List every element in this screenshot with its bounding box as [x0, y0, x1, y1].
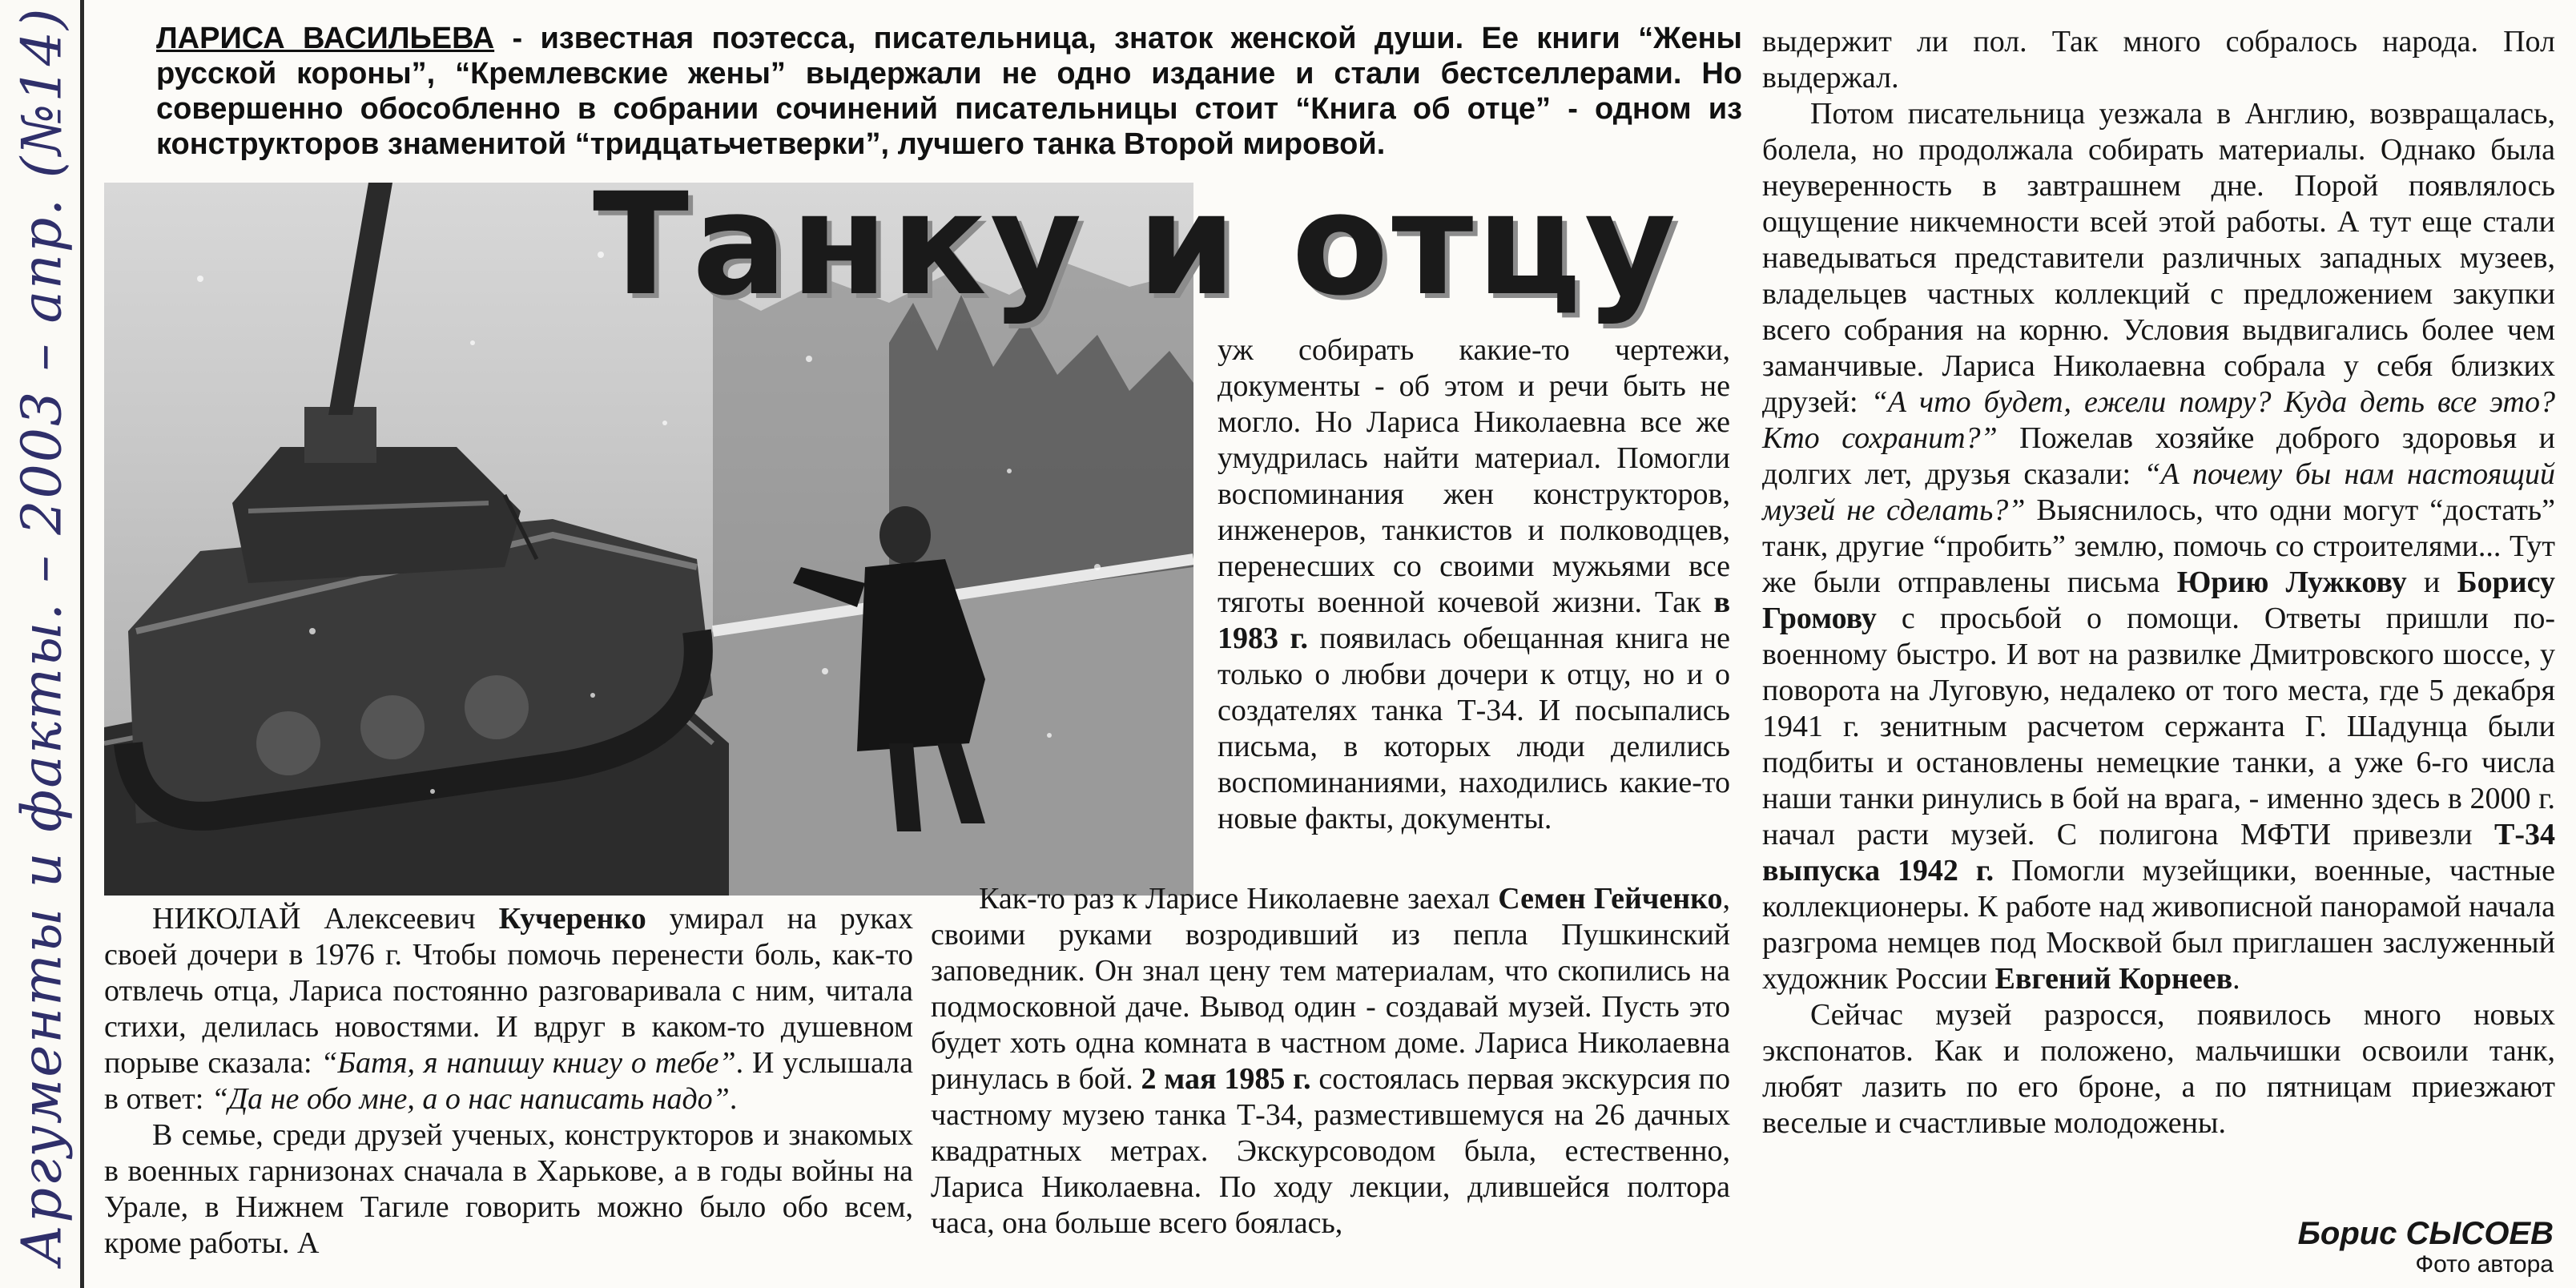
lead-paragraph	[156, 21, 1742, 162]
italic-quote: “А что будет, ежели помру? Куда деть все это? Кто сохранит?”	[1762, 385, 2555, 455]
text-run: состоялась первая экскурсия по частному музею танка Т-34, разместившемуся на 26 дачных квадратных метрах. Экскурсоводом была, естественно, Лариса Николаевна. По ходу лекции, длившейся полтора часа, она больше всего боялась,	[931, 1062, 1731, 1240]
bold-date: в 1983 г.	[1218, 586, 1730, 655]
italic-quote: “Да не обо мне, а о нас написать надо”	[211, 1082, 730, 1116]
paragraph	[931, 881, 1730, 1242]
bold-name: Кучеренко	[498, 902, 646, 936]
text-run: Как-то раз к Ларисе Николаевне заехал	[979, 882, 1499, 916]
bold-date: 2 мая 1985 г.	[1141, 1062, 1311, 1096]
bold-name: Евгений Корнеев	[1994, 962, 2233, 996]
paragraph	[1218, 332, 1730, 837]
paragraph	[1762, 96, 2555, 997]
column-middle	[931, 881, 1730, 1242]
bold-name: Юрию Лужкову	[2176, 566, 2407, 599]
text-run: появилась обещанная книга не только о любви дочери к отцу, но и о создателях танка Т-34. И посыпались письма, в которых люди делились воспоминаниями, находились какие-то новые факты, документы.	[1218, 622, 1730, 835]
text-run: Помогли музейщики, военные, частные коллекционеры. К работе над живописной панорамой начала разгрома немцев под Москвой был приглашен заслуженный художник России	[1762, 854, 2555, 996]
handwritten-margin-note	[0, 0, 84, 1288]
byline	[2298, 1216, 2554, 1278]
paragraph: Сейчас музей разросся, появилось много новых экспонатов. Как и положено, мальчишки освоили танк, любят лазить по его броне, а по пятницам приезжают веселые и счастливые молодожены.	[1762, 998, 2555, 1140]
bold-name: Борису Громову	[1762, 566, 2555, 635]
italic-quote: “Батя, я напишу книгу о тебе”	[320, 1046, 736, 1080]
italic-quote: “А почему бы нам настоящий музей не сделать?”	[1762, 457, 2555, 527]
text-run: Потом писательница уезжала в Англию, возвращалась, болела, но продолжала собирать материалы. Однако была неуверенность в завтрашнем дне. Порой появлялось ощущение никчемности всей этой работы. А тут еще стали наведываться представители различных западных музеев, владельцев частных коллекций с предложением закупки всего собрания на корню. Условия выдвигались более чем заманчивые. Лариса Николаевна собрала у себя близких друзей:	[1762, 97, 2555, 419]
column-left	[104, 901, 913, 1262]
paragraph	[104, 901, 913, 1117]
text-run: , своими руками возродивший из пепла Пушкинский заповедник. Он знал цену тем материалам, что скопились на подмосковной даче. Вывод один - создавай музей. Пусть это будет хоть одна комната в частном доме. Лариса Николаевна ринулась в бой.	[931, 882, 1731, 1096]
text-run: с просьбой о помощи. Ответы пришли по-военному быстро. И вот на развилке Дмитровского шоссе, у поворота на Луговую, недалеко от того места, где 5 декабря 1941 г. зенитным расчетом сержанта Г. Шадунца были подбиты и остановлены немецкие танки, а уже 6-го числа наши танки ринулись в бой на врага, - именно здесь в 2000 г. начал расти музей. С полигона МФТИ привезли	[1762, 602, 2555, 851]
text-run: и	[2406, 566, 2457, 599]
photo-credit: Фото автора	[2415, 1251, 2554, 1278]
text-run: .	[2232, 962, 2240, 996]
bold-name: Семен Гейченко	[1498, 882, 1723, 916]
text-run: уж собирать какие-то чертежи, документы - об этом и речи быть не могло. Но Лариса Николаевна все же умудрилась найти материал. Помогли воспоминания жен конструкторов, инженеров, танкистов и полководцев, перенесших со своими мужьями все тяготы военной кочевой жизни. Так	[1218, 333, 1730, 619]
lead-text: - известная поэтесса, писательница, знаток женской души. Ее книги “Жены русской короны”, “Кремлевские жены” выдержали не одно издание и стали бестселлерами. Но совершенно обособленно в собрании сочинений писательницы стоит “Книга об отце” - одном из конструкторов знаменитой “тридцатьчетверки”, лучшего танка Второй мировой.	[156, 22, 1743, 161]
paragraph: В семье, среди друзей ученых, конструкторов и знакомых в военных гарнизонах сначала в Харькове, а в годы войны на Урале, в Нижнем Тагиле говорить можно было обо всем, кроме работы. А	[104, 1118, 913, 1260]
column-beside-photo	[1218, 332, 1730, 837]
paragraph: выдержит ли пол. Так много собралось народа. Пол выдержал.	[1762, 25, 2555, 95]
author-name: Борис СЫСОЕВ	[2297, 1216, 2554, 1251]
text-run: .	[729, 1082, 738, 1116]
margin-note-text: Аргументы и факты. – 2003 – апр. (№14)	[10, 6, 74, 1266]
bold-name: Т-34 выпуска 1942 г.	[1762, 818, 2555, 888]
headline: Танку и отцу	[593, 163, 1680, 327]
text-run: умирал на руках своей дочери в 1976 г. Чтобы помочь перенести боль, как-то отвлечь отца, Лариса постоянно разговаривала с ним, читала стихи, делилась новостями. И вдруг в каком-то душевном порыве сказала:	[104, 902, 914, 1080]
text-run: Пожелав хозяйке доброго здоровья и долгих лет, друзья сказали:	[1762, 421, 2555, 491]
text-run: . И услышала в ответ:	[104, 1046, 913, 1116]
column-right	[1762, 24, 2555, 1141]
lead-author-name: ЛАРИСА ВАСИЛЬЕВА	[156, 22, 495, 55]
text-run: НИКОЛАЙ Алексеевич	[152, 902, 499, 936]
text-run: Выяснилось, что одни могут “достать” танк, другие “пробить” землю, помочь со строителями... Тут же были отправлены письма	[1762, 493, 2555, 599]
